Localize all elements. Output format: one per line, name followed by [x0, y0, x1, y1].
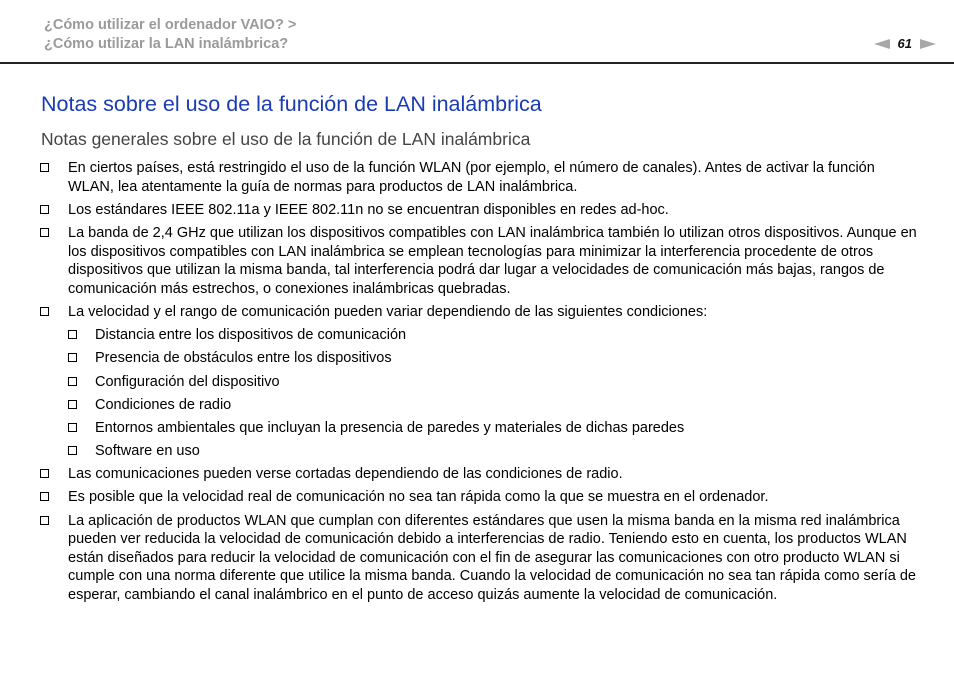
- notes-list: [40, 159, 920, 609]
- page-navigation: [874, 36, 936, 51]
- section-subtitle: Notas generales sobre el uso de la función de LAN inalámbrica: [41, 129, 531, 149]
- list-item: [40, 224, 920, 298]
- list-item: [40, 159, 920, 196]
- header-divider: [0, 62, 954, 64]
- breadcrumb-current: ¿Cómo utilizar la LAN inalámbrica?: [44, 36, 289, 52]
- sublist-item: [68, 373, 920, 392]
- sublist-item-text: Software en uso: [95, 443, 200, 460]
- list-item: [40, 201, 920, 220]
- list-item: [40, 465, 920, 484]
- checkbox-bullet-icon: [40, 163, 49, 172]
- checkbox-bullet-icon: [40, 307, 49, 316]
- list-item: [40, 512, 920, 605]
- previous-page-arrow-icon[interactable]: [874, 39, 890, 49]
- list-item-text: Las comunicaciones pueden verse cortadas dependiendo de las condiciones de radio.: [68, 466, 623, 483]
- breadcrumb-link-vaio[interactable]: ¿Cómo utilizar el ordenador VAIO? >: [44, 17, 297, 33]
- sublist-item-text: Condiciones de radio: [95, 396, 232, 413]
- conditions-sublist: [68, 326, 920, 461]
- list-item: [40, 303, 920, 461]
- sublist-item: [68, 396, 920, 415]
- breadcrumb: [44, 16, 296, 54]
- sublist-item-text: Entornos ambientales que incluyan la presencia de paredes y materiales de dichas paredes: [95, 419, 685, 436]
- checkbox-bullet-icon: [40, 228, 49, 237]
- list-item: [40, 488, 920, 507]
- sublist-item-text: Distancia entre los dispositivos de comunicación: [95, 327, 407, 344]
- list-item-text: La velocidad y el rango de comunicación pueden variar dependiendo de las siguientes condiciones:: [68, 303, 708, 320]
- checkbox-bullet-icon: [40, 492, 49, 501]
- checkbox-bullet-icon: [68, 446, 77, 455]
- checkbox-bullet-icon: [68, 353, 77, 362]
- page-number: 61: [897, 36, 912, 51]
- sublist-item-text: Presencia de obstáculos entre los dispositivos: [95, 350, 392, 367]
- checkbox-bullet-icon: [40, 469, 49, 478]
- list-item-text: Los estándares IEEE 802.11a y IEEE 802.11n no se encuentran disponibles en redes ad-hoc.: [68, 201, 669, 218]
- list-item-text: Es posible que la velocidad real de comunicación no sea tan rápida como la que se muestra en el ordenador.: [68, 489, 769, 506]
- list-item-text: En ciertos países, está restringido el uso de la función WLAN (por ejemplo, el número de canales). Antes de activar la función WLAN, lea atentamente la guía de normas para productos de LAN inalámbrica.: [68, 160, 875, 195]
- list-item-text: La banda de 2,4 GHz que utilizan los dispositivos compatibles con LAN inalámbrica también lo utilizan otros dispositivos. Aunque en los dispositivos compatibles con LAN inalámbrica se emplean tecnologías para minimizar la interferencia procedente de otros dispositivos que utilizan la misma banda, tal interferencia podrá dar lugar a velocidades de comunicación más bajas, rangos de comunicación más estrechos, o conexiones inalámbricas quebradas.: [68, 224, 917, 297]
- next-page-arrow-icon[interactable]: [920, 39, 936, 49]
- list-item-text: La aplicación de productos WLAN que cumplan con diferentes estándares que usen la misma banda en la misma red inalámbrica pueden ver reducida la velocidad de comunicación debido a interferencias de radio. Teniendo esto en cuenta, los productos WLAN están diseñados para reducir la velocidad de comunicación con el fin de asegurar las comunicaciones con otro producto WLAN si cumple con una norma diferente que utilice la misma banda. Cuando la velocidad de comunicación no sea tan rápida como sería de esperar, cambiando el canal inalámbrico en el punto de acceso quizás aumente la velocidad de comunicación.: [68, 512, 916, 603]
- sublist-item: [68, 419, 920, 438]
- checkbox-bullet-icon: [68, 330, 77, 339]
- checkbox-bullet-icon: [40, 205, 49, 214]
- checkbox-bullet-icon: [40, 516, 49, 525]
- checkbox-bullet-icon: [68, 400, 77, 409]
- page-header: [0, 0, 954, 64]
- sublist-item: [68, 442, 920, 461]
- sublist-item: [68, 326, 920, 345]
- checkbox-bullet-icon: [68, 423, 77, 432]
- sublist-item-text: Configuración del dispositivo: [95, 373, 280, 390]
- sublist-item: [68, 349, 920, 368]
- checkbox-bullet-icon: [68, 377, 77, 386]
- page-title: Notas sobre el uso de la función de LAN inalámbrica: [41, 92, 542, 116]
